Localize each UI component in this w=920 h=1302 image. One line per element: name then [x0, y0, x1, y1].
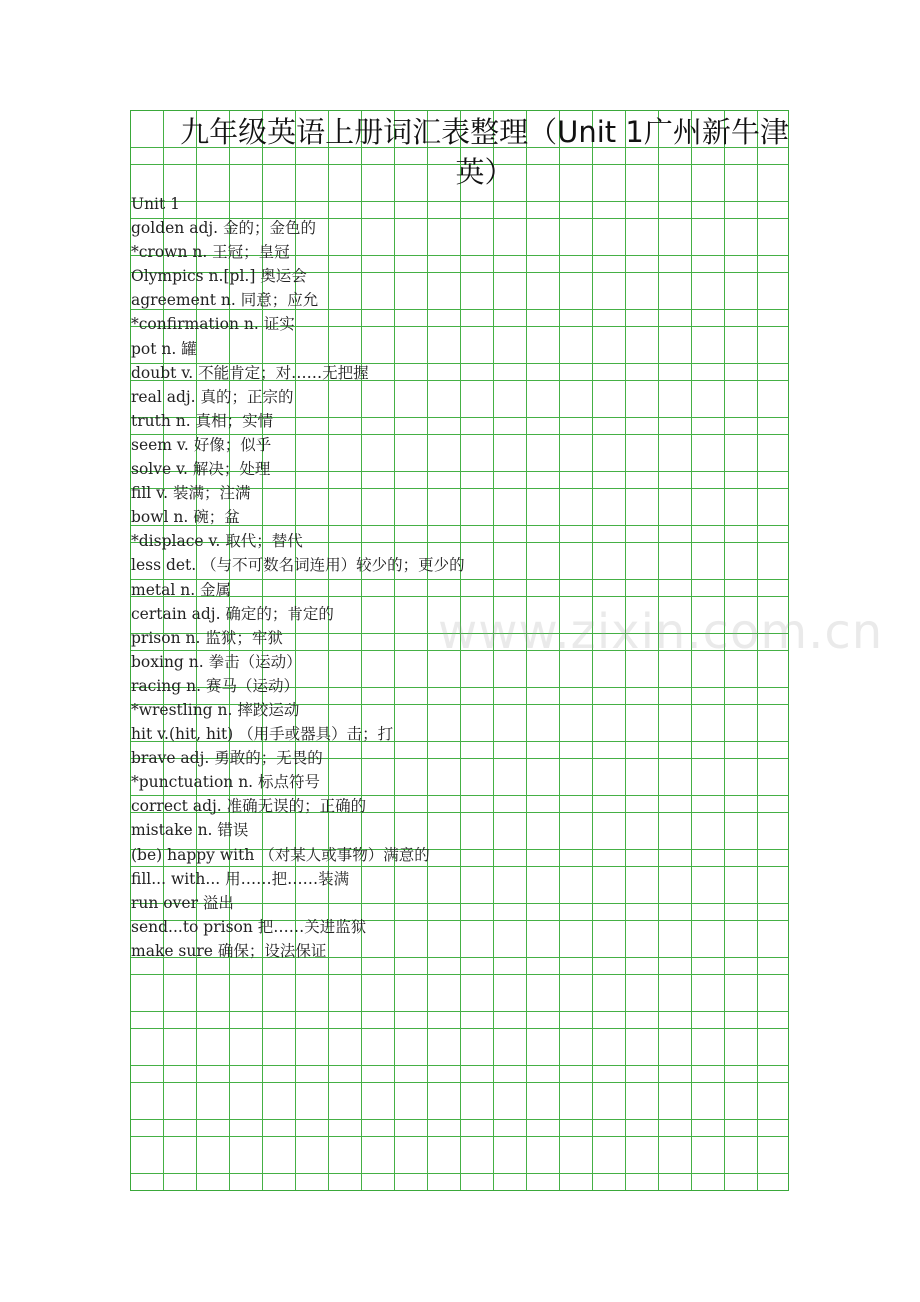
vocab-entry: solve v. 解决；处理: [131, 460, 271, 479]
vocab-entry: *crown n. 王冠；皇冠: [131, 243, 290, 262]
vocab-entry: less det. （与不可数名词连用）较少的；更少的: [131, 556, 465, 575]
vocab-entry: bowl n. 碗；盆: [131, 508, 240, 527]
vocab-entry: certain adj. 确定的；肯定的: [131, 604, 334, 623]
vocabulary-list: [131, 192, 465, 963]
vocab-entry: boxing n. 拳击（运动）: [131, 652, 302, 671]
unit-heading: Unit 1: [131, 195, 181, 213]
vocab-entry: correct adj. 准确无误的；正确的: [131, 797, 367, 816]
vocab-entry: pot n. 罐: [131, 339, 197, 358]
vocab-entry: metal n. 金属: [131, 580, 232, 599]
vocab-entry: prison n. 监狱；牢狱: [131, 628, 283, 647]
watermark: www.zixin.com.cn: [438, 604, 884, 660]
vocab-entry: golden adj. 金的；金色的: [131, 219, 317, 238]
vocab-entry: doubt v. 不能肯定；对……无把握: [131, 363, 369, 382]
vocab-entry: hit v.(hit, hit) （用手或器具）击；打: [131, 725, 394, 744]
vocab-entry: real adj. 真的；正宗的: [131, 387, 294, 406]
phrase-entry: (be) happy with （对某人或事物）满意的: [131, 845, 430, 864]
vocab-entry: truth n. 真相；实情: [131, 411, 274, 430]
vocab-entry: racing n. 赛马（运动）: [131, 676, 299, 695]
vocab-entry: brave adj. 勇敢的；无畏的: [131, 749, 323, 768]
vocab-entry: *confirmation n. 证实: [131, 315, 295, 334]
phrase-entry: fill... with... 用……把……装满: [131, 869, 350, 888]
vocab-entry: *wrestling n. 摔跤运动: [131, 700, 300, 719]
phrase-entry: run over 溢出: [131, 893, 234, 912]
vocab-entry: agreement n. 同意；应允: [131, 291, 319, 310]
phrase-entry: send...to prison 把……关进监狱: [131, 917, 367, 936]
vocab-entry: seem v. 好像；似乎: [131, 435, 272, 454]
vocab-entry: Olympics n.[pl.] 奥运会: [131, 267, 307, 286]
vocab-entry: fill v. 装满；注满: [131, 484, 251, 503]
page-title: 九年级英语上册词汇表整理（Unit 1广州新牛津英）: [180, 115, 789, 189]
vocab-entry: mistake n. 错误: [131, 821, 249, 840]
vocab-entry: *displace v. 取代；替代: [131, 532, 303, 551]
phrase-entry: make sure 确保；设法保证: [131, 941, 327, 960]
vocab-entry: *punctuation n. 标点符号: [131, 773, 321, 792]
